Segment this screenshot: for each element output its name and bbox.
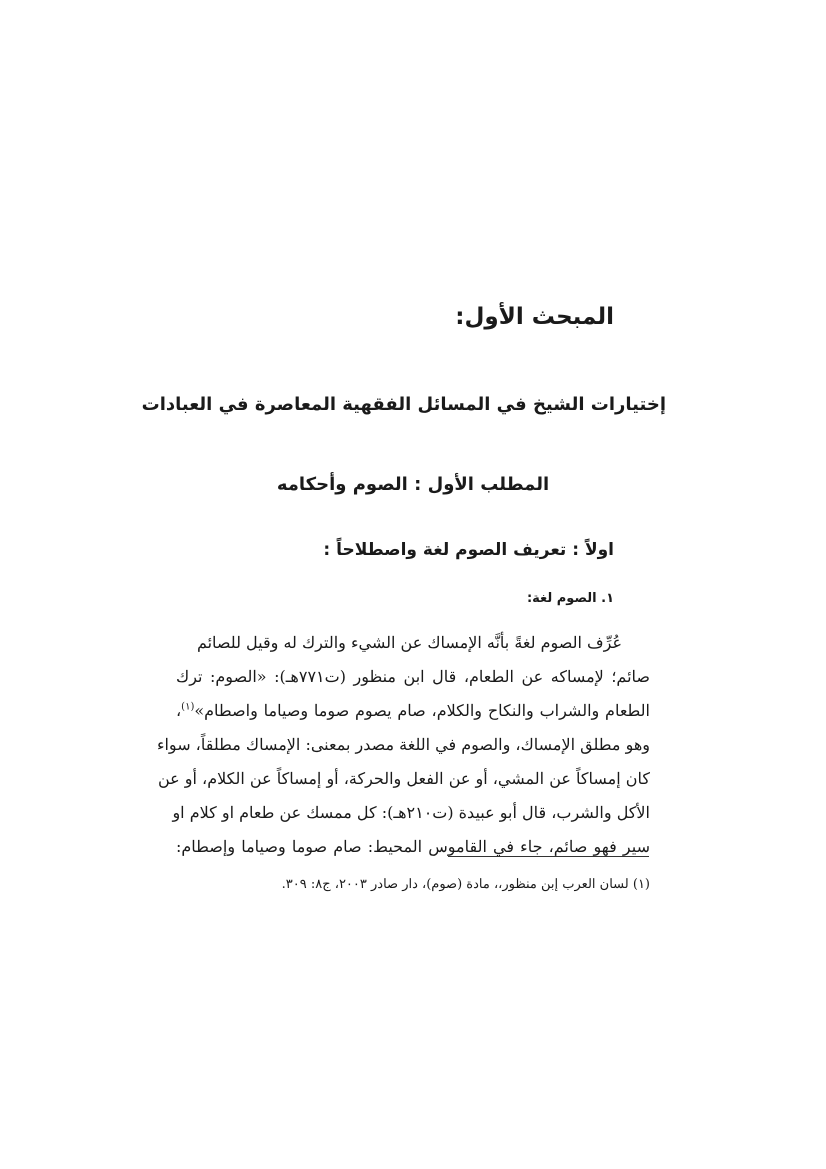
body-line-text: الطعام والشراب والنكاح والكلام، صام يصوم صوما وصياما واصطام» bbox=[194, 701, 650, 720]
body-line: كان إمساكاً عن المشي، أو عن الفعل والحركة، أو إمساكاً عن الكلام، أو عن bbox=[157, 769, 650, 788]
footnote: (١) لسان العرب إبن منظور،، مادة (صوم)، دار صادر ٢٠٠٣، ج٨: ٣٠٩. bbox=[281, 877, 650, 892]
section-title: إختيارات الشيخ في المسائل الفقهية المعاصرة في العبادات bbox=[141, 394, 666, 415]
body-line: صائم؛ لإمساكه عن الطعام، قال ابن منظور (ت٧٧١هـ): «الصوم: ترك bbox=[176, 667, 650, 686]
body-line: الأكل والشرب، قال أبو عبيدة (ت٢١٠هـ): كل ممسك عن طعام او كلام او bbox=[172, 803, 650, 822]
body-paragraph bbox=[156, 626, 650, 864]
footnote-divider bbox=[448, 856, 649, 857]
body-line: عُرِّف الصوم لغةً بأنَّه الإمساك عن الشيء والترك له وقيل للصائم bbox=[196, 633, 622, 652]
subsection-title: المطلب الأول : الصوم وأحكامه bbox=[276, 474, 550, 495]
body-line: وهو مطلق الإمساك، والصوم في اللغة مصدر بمعنى: الإمساك مطلقاً، سواء bbox=[156, 735, 650, 754]
heading-first-definition: اولاً : تعريف الصوم لغة واصطلاحاً : bbox=[323, 540, 614, 560]
heading-linguistic-definition: ١. الصوم لغة: bbox=[526, 591, 614, 606]
body-line: سير فهو صائم، جاء في القاموس المحيط: صام صوما وصياما وإصطام: bbox=[176, 837, 650, 856]
chapter-title: المبحث الأول: bbox=[455, 304, 614, 330]
footnote-reference[interactable]: (١) bbox=[181, 701, 195, 713]
body-line-with-footnote: الطعام والشراب والنكاح والكلام، صام يصوم صوما وصياما واصطام»$^{(١)}$، bbox=[176, 701, 650, 720]
